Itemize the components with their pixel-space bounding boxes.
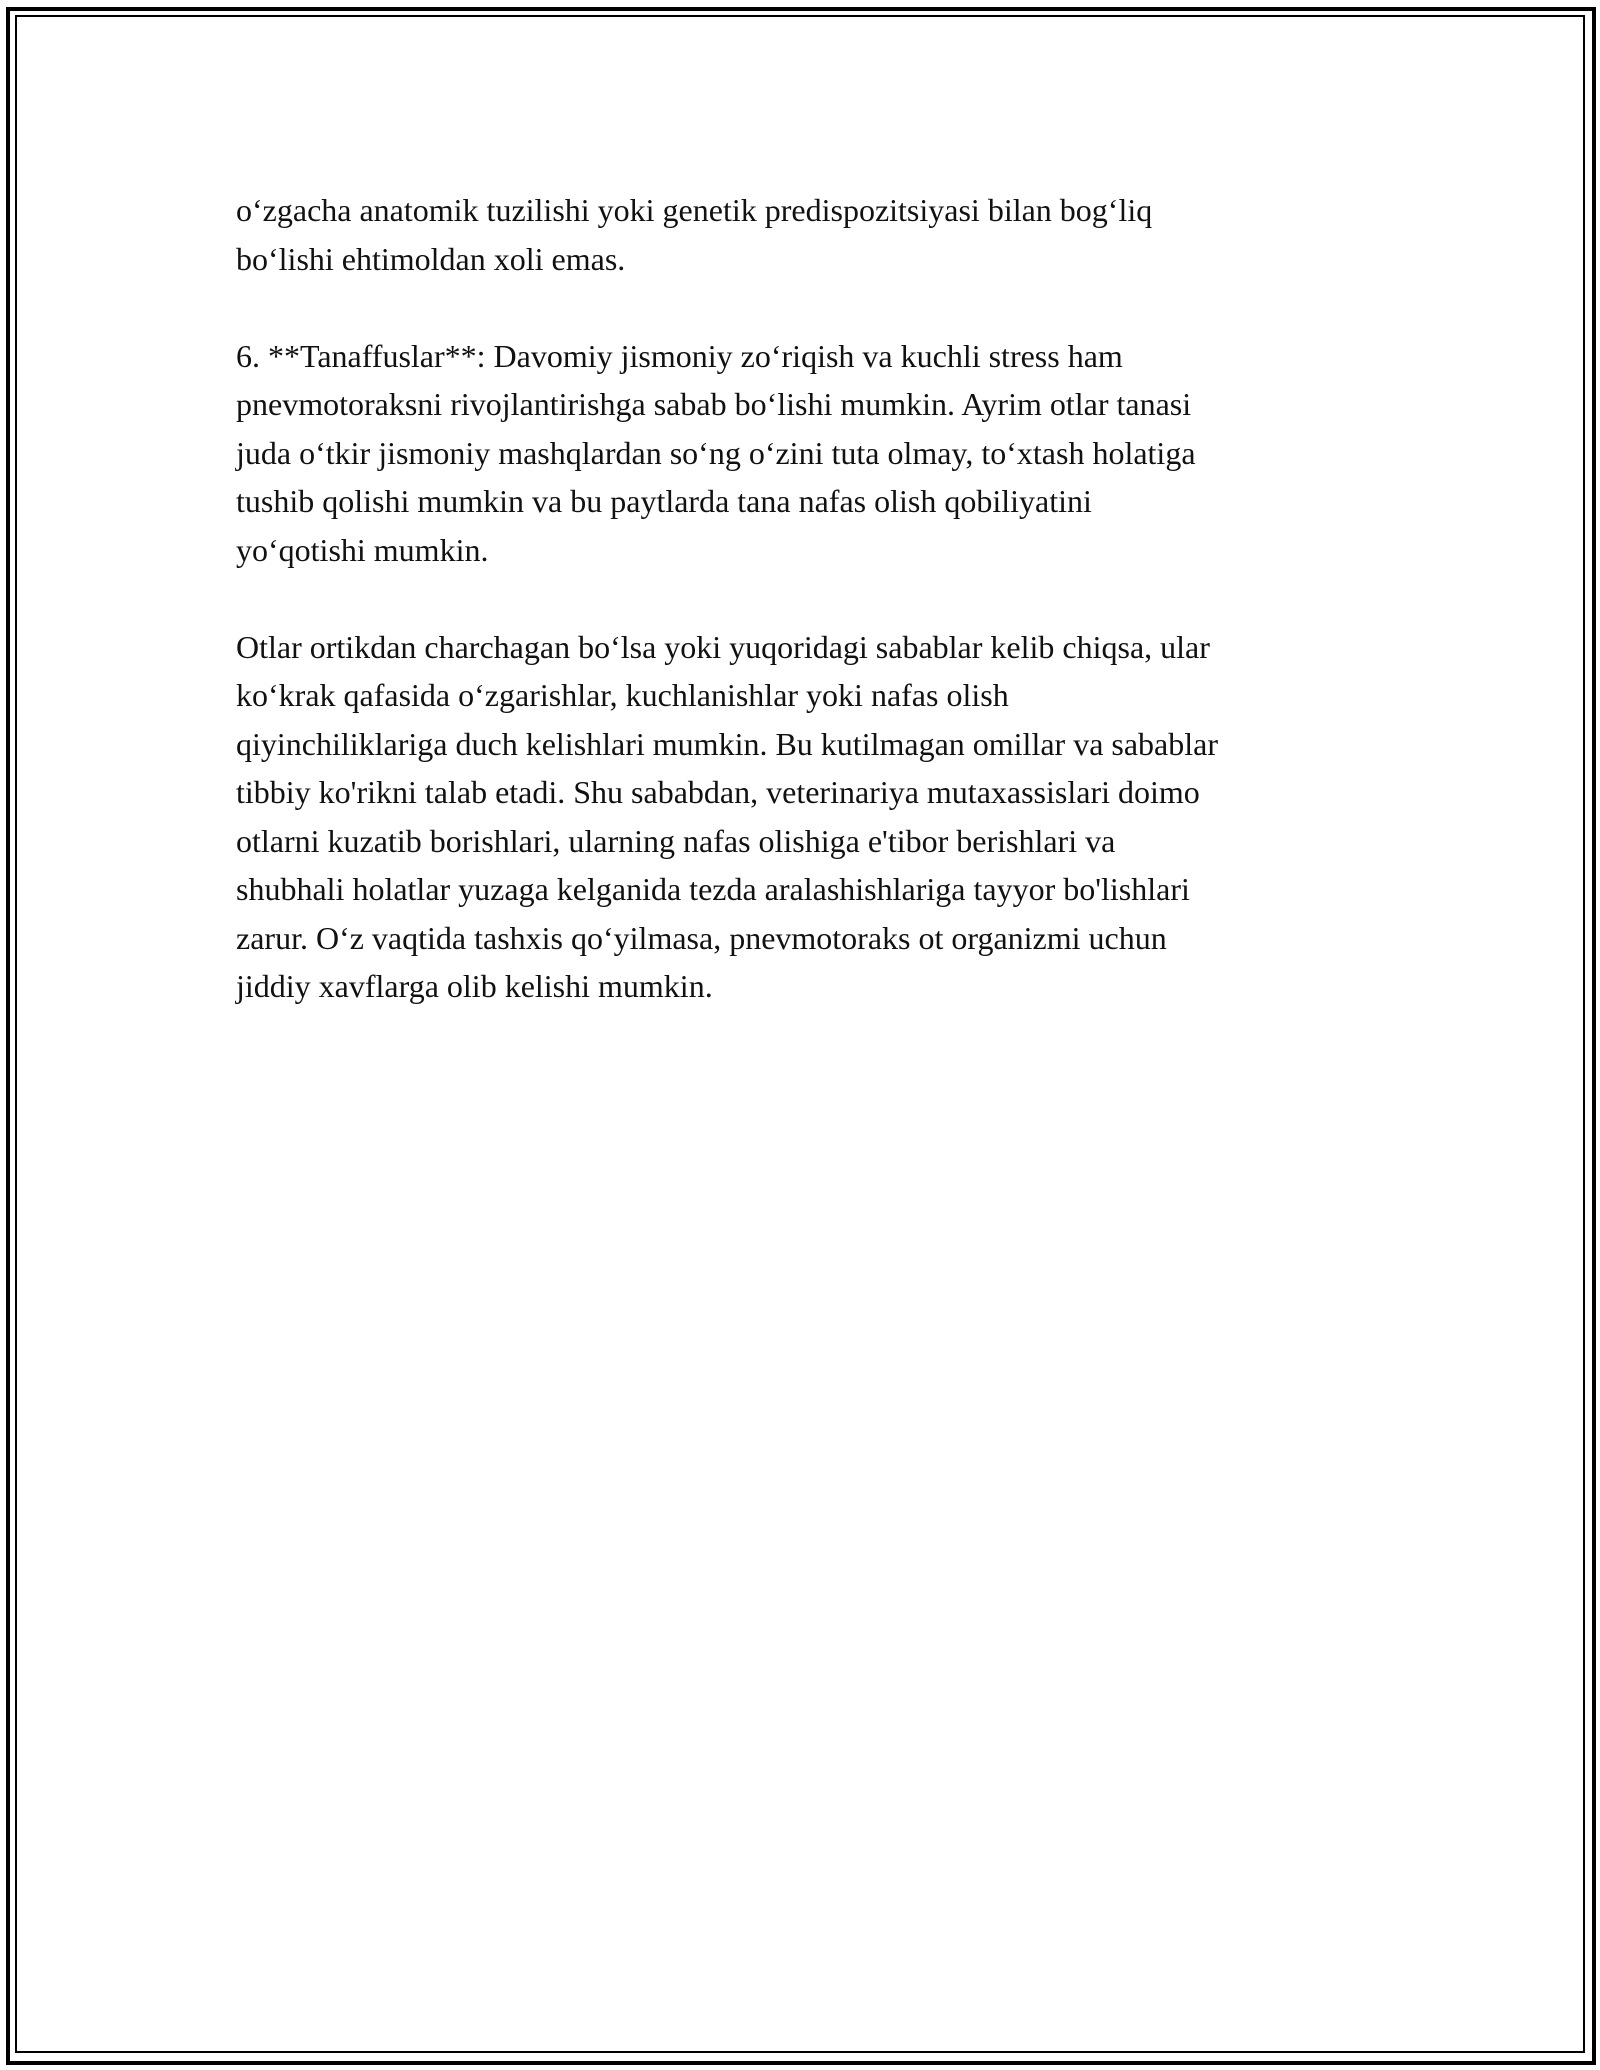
paragraph-3 [236,623,1386,1011]
paragraph-line: qiyinchiliklariga duch kelishlari mumkin. Bu kutilmagan omillar va sabablar [236,725,1218,762]
paragraph-line: yo‘qotishi mumkin. [236,531,489,568]
paragraph-line: tushib qolishi mumkin va bu paytlarda tana nafas olish qobiliyatini [236,483,1092,519]
paragraph-line: 6. **Tanaffuslar**: Davomiy jismoniy zo‘riqish va kuchli stress ham [236,337,1123,374]
document-body [236,186,1386,1059]
paragraph-line: tibbiy ko'rikni talab etadi. Shu sababdan, veterinariya mutaxassislari doimo [236,774,1200,810]
paragraph-line: bo‘lishi ehtimoldan xoli emas. [236,240,626,277]
paragraph-line: o‘zgacha anatomik tuzilishi yoki genetik predispozitsiyasi bilan bog‘liq [236,192,1153,228]
paragraph-line: juda o‘tkir jismoniy mashqlardan so‘ng o‘zini tuta olmay, to‘xtash holatiga [236,434,1196,471]
paragraph-1 [236,186,1386,283]
paragraph-line: Otlar ortikdan charchagan bo‘lsa yoki yuqoridagi sabablar kelib chiqsa, ular [236,628,1210,665]
paragraph-line: otlarni kuzatib borishlari, ularning nafas olishiga e'tibor berishlari va [236,822,1116,859]
paragraph-line: ko‘krak qafasida o‘zgarishlar, kuchlanishlar yoki nafas olish [236,677,1009,713]
paragraph-line: shubhali holatlar yuzaga kelganida tezda aralashishlariga tayyor bo'lishlari [236,871,1190,907]
paragraph-2 [236,332,1386,575]
paragraph-line: pnevmotoraksni rivojlantirishga sabab bo‘lishi mumkin. Ayrim otlar tanasi [236,386,1192,422]
paragraph-line: zarur. O‘z vaqtida tashxis qo‘yilmasa, pnevmotoraks ot organizmi uchun [236,919,1167,956]
paragraph-line: jiddiy xavflarga olib kelishi mumkin. [236,968,713,1004]
